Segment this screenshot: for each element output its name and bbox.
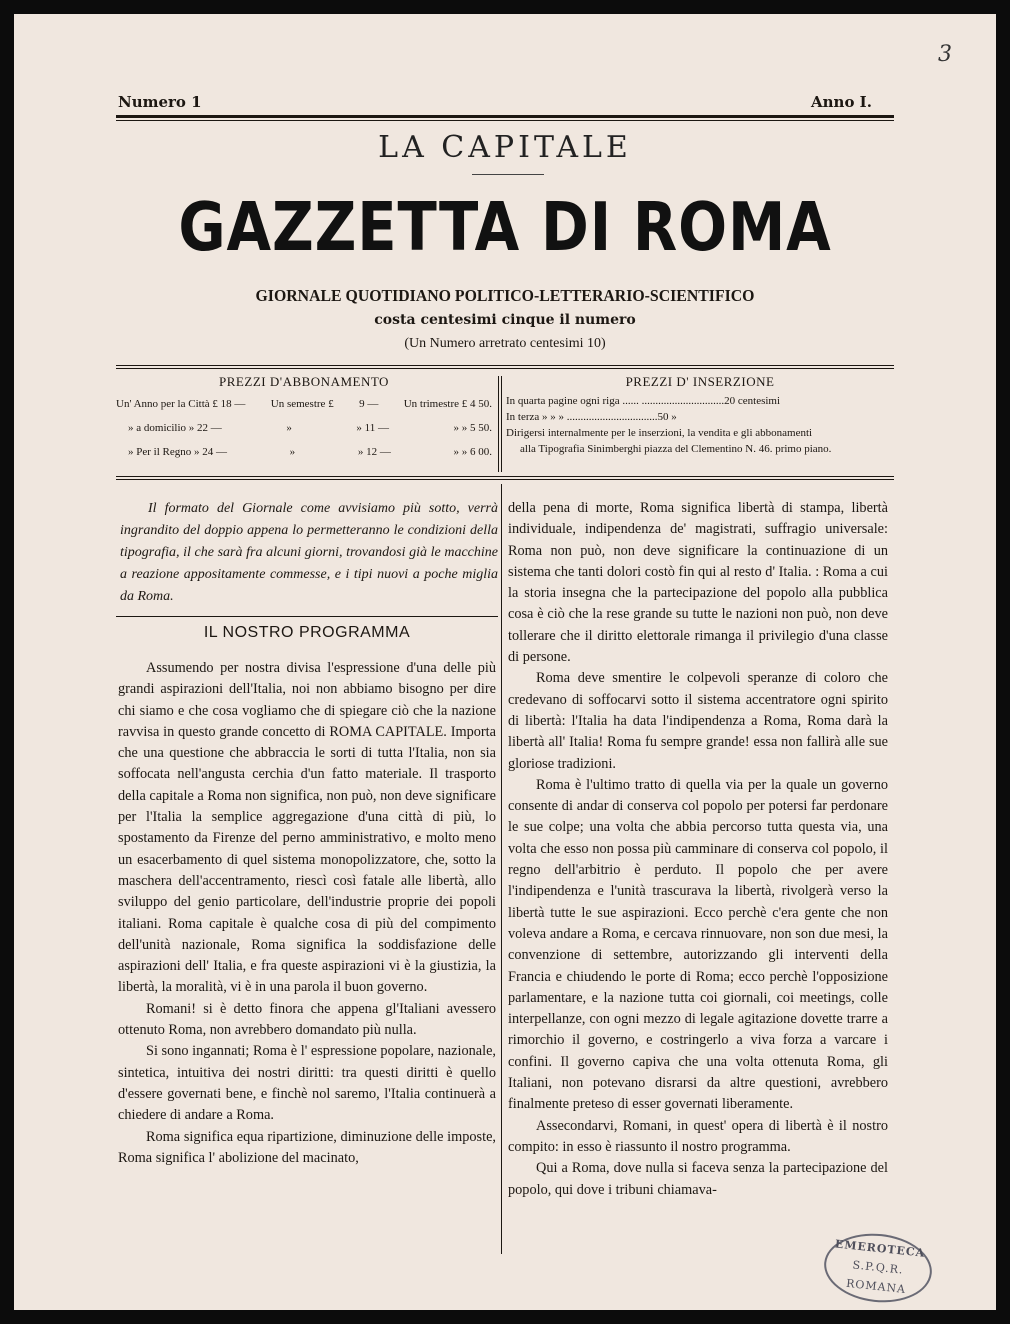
- subscription-row: [116, 441, 492, 465]
- subscription-cell: Un trimestre £ 4 50.: [403, 398, 492, 410]
- subscription-cell: 9 —: [359, 398, 379, 410]
- subscription-cell: Un' Anno per la Città £ 18 —: [116, 398, 246, 410]
- stamp-line: S.P.Q.R.: [851, 1258, 905, 1277]
- column-divider: [501, 484, 502, 1254]
- prices-divider: [498, 376, 499, 472]
- format-notice-text: Il formato del Giornale come avvisiamo più sotto, verrà ingrandito del doppio appena lo permetteranno le condizioni della tipografia, il che sarà fra alcuni giorni, trovandosi già le macchine a reazione appositamente commesse, e i tipi nuovi a poche miglia da Roma.: [120, 501, 498, 604]
- masthead-kicker: LA CAPITALE: [378, 130, 632, 165]
- article-column-left: [118, 658, 496, 1169]
- header-rule: [116, 115, 894, 118]
- kicker-underline: [472, 174, 544, 175]
- article-paragraph: Qui a Roma, dove nulla si faceva senza la partecipazione del popolo, qui dove i tribuni chiamava-: [508, 1160, 888, 1198]
- masthead-subtitle: GIORNALE QUOTIDIANO POLITICO-LETTERARIO-SCIENTIFICO: [255, 286, 755, 305]
- article-paragraph: Assumendo per nostra divisa l'espressione d'una delle più grandi aspirazioni dell'Italia, noi non abbiamo bisogno per dire chi siamo e che cosa vogliamo che di spiegare ciò che la nazione ravvisa in questo grande concetto di ROMA CAPITALE. Importa che una questione che abbraccia le sorti di tutta l'Italia, non sia soffocata nell'angusta cerchia d'un fatto materiale. Il trasporto della capitale a Roma non significa, non può, non deve significare per l'Italia la semplice aggregazione d'una città di più, lo spostamento da Firenze del perno amministrativo, e molto meno un esacerbamento di quel sistema monopolizzatore, che, sotto la maschera dell'accentramento, riescì così fatale alle libertà, allo sviluppo del genio particolare, dell'industrie proprie dei popoli italiani. Roma capitale è qualche cosa di più del compimento dell'unità nazionale, Roma significa la soddisfazione delle aspirazioni dell' Italia, e fra queste aspirazioni vi è la giustizia, la libertà, la moralità, vi è in una parola il buon governo.: [118, 660, 496, 996]
- subscription-cell: »: [286, 422, 292, 434]
- header-rule-thin: [116, 120, 894, 121]
- subscription-cell: » » 6 00.: [453, 446, 492, 458]
- masthead-title: GAZZETTA DI ROMA: [178, 188, 832, 266]
- subscription-cell: » a domicilio » 22 —: [128, 422, 222, 434]
- library-stamp: [821, 1229, 936, 1308]
- newspaper-page: [14, 14, 996, 1310]
- insertion-heading: PREZZI D' INSERZIONE: [625, 374, 775, 389]
- notice-rule: [116, 616, 498, 617]
- insertion-prices: [506, 374, 894, 457]
- subscription-cell: » 12 —: [357, 446, 391, 458]
- prices-bottom-rule-2: [116, 479, 894, 480]
- article-paragraph: Romani! si è detto finora che appena gl'Italiani avessero ottenuto Roma, non avrebbero domandato più nulla.: [118, 1000, 496, 1039]
- subscription-heading: PREZZI D'ABBONAMENTO: [219, 374, 389, 389]
- article-paragraph: della pena di morte, Roma significa libertà di stampa, libertà individuale, indipendenza de' magistrati, suffragio universale: Roma non può, non deve significare la continuazione di un sistema che tanti dolori costò fin qui al resto d' Italia. : Roma a cui la storia insegna che la partecipazione del popolo alla pubblica cosa è ciò che la rese grande su tutte le nazioni non può, non deve tollerare che il diritto elettorale rimanga il privilegio d'una classe di persone.: [508, 500, 888, 666]
- subscription-row: [116, 417, 492, 441]
- article-paragraph: Roma significa equa ripartizione, diminuzione delle imposte, Roma significa l' abolizione del macinato,: [118, 1128, 496, 1166]
- back-issue-price: (Un Numero arretrato centesimi 10): [404, 336, 606, 351]
- article-paragraph: Roma è l'ultimo tratto di quella via per la quale un governo consente di andar di conserva col popolo per potersi far perdonare le sue colpe; una volta che abbia percorso tutta questa via, una volta che esso non possa più camminare di conserva col popolo, il regno dell'arbitrio è perduto. Il popolo che per avere l'indipendenza e l'unità trascurava la libertà, rivolgerà verso la libertà tutte le sue aspirazioni. Ecco perchè c'era gente che non voleva andare a Roma, e cercava rinnuovare, non son due mesi, la convenzione di settembre, autorizzando gli interventi della Francia e chiudendo le porte di Roma; ecco perchè l'opposizione parlamentare, e la nazione tutta coi giornali, coi meetings, colle interpellanze, con ogni mezzo di legale agitazione dovette trarre a rimorchio il governo, e costringerlo a viva forza a varcare i confini. Il governo capiva che una volta ottenuta Roma, gli Italiani, non potevano disrarsi da altre questioni, avrebbero finalmente preteso di esser governati liberamente.: [508, 776, 888, 1113]
- prices-top-rule: [116, 365, 894, 366]
- issue-year: Anno I.: [811, 93, 872, 111]
- format-notice: [116, 498, 498, 608]
- insertion-row: In quarta pagine ogni riga ...... ..............................20 centesimi: [506, 395, 781, 407]
- issue-price: costa centesimi cinque il numero: [374, 312, 636, 328]
- article-column-right: [508, 498, 888, 1201]
- subscription-cell: » » 5 50.: [453, 422, 492, 434]
- prices-divider-2: [501, 376, 502, 472]
- subscription-cell: »: [289, 446, 296, 458]
- article-heading: IL NOSTRO PROGRAMMA: [203, 624, 411, 641]
- insertion-row: In terza » » » .................................50 »: [506, 411, 677, 423]
- issue-number: Numero 1: [118, 93, 202, 111]
- stamp-line: ROMANA: [845, 1276, 907, 1297]
- subscription-prices: [116, 374, 492, 465]
- article-paragraph: Si sono ingannati; Roma è l' espressione popolare, nazionale, sintetica, intuitiva dei nostri diritti: tra questi diritti è quello d'essere governati bene, e finchè nol saremo, l'Italia continuerà a chiedere di andare a Roma.: [118, 1043, 496, 1124]
- subscription-row: [116, 393, 492, 417]
- stamp-line: EMEROTECA: [834, 1237, 926, 1260]
- article-paragraph: Assecondarvi, Romani, in quest' opera di libertà è il nostro compito: in esso è riassunto il nostro programma.: [508, 1117, 888, 1155]
- insertion-row: Dirigersi internalmente per le inserzioni, la vendita e gli abbonamenti: [506, 427, 813, 439]
- prices-top-rule-2: [116, 368, 894, 369]
- page-corner-number: 3: [938, 42, 952, 67]
- subscription-cell: » 11 —: [356, 422, 389, 434]
- article-paragraph: Roma deve smentire le colpevoli speranze di coloro che credevano di soffocarvi sotto il sistema accentratore ogni spirito di libertà: l'Italia ha data l'indipendenza a Roma, Roma darà la libertà all' Italia! Roma fu sempre grande! essa non fallirà alle sue gloriose tradizioni.: [508, 670, 888, 772]
- subscription-cell: » Per il Regno » 24 —: [128, 446, 227, 458]
- prices-bottom-rule: [116, 476, 894, 477]
- insertion-row: alla Tipografia Sinimberghi piazza del Clementino N. 46. primo piano.: [520, 443, 832, 455]
- subscription-cell: Un semestre £: [270, 398, 334, 410]
